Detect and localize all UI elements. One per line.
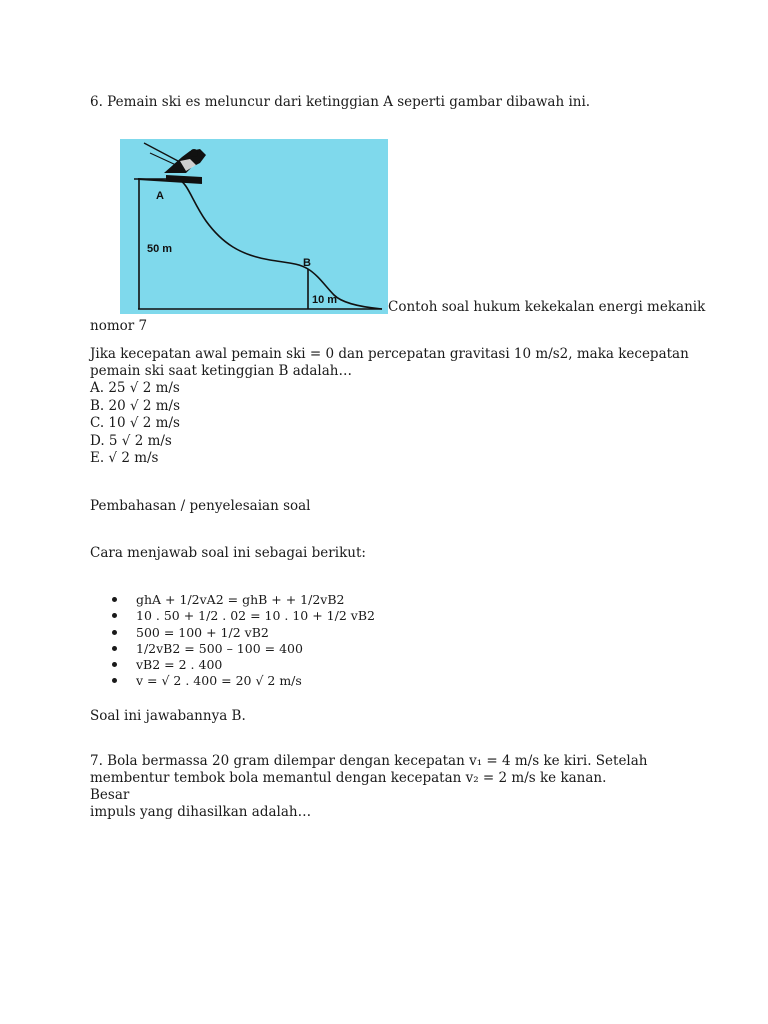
- solution-step: 1/2vB2 = 500 – 100 = 400: [108, 640, 375, 656]
- skier-icon: [138, 143, 206, 183]
- option-a: A. 25 √ 2 m/s: [90, 380, 180, 396]
- discussion-heading: Pembahasan / penyelesaian soal: [90, 498, 311, 514]
- answer-options: [90, 380, 690, 468]
- question-7-line-1: 7. Bola bermassa 20 gram dilempar dengan kecepatan v₁ = 4 m/s ke kiri. Setelah: [90, 753, 648, 769]
- option-d: D. 5 √ 2 m/s: [90, 432, 172, 449]
- question-7-text: [90, 753, 650, 821]
- label-height-a: 50 m: [147, 243, 173, 255]
- option-c: C. 10 √ 2 m/s: [90, 415, 180, 431]
- option-e: E. √ 2 m/s: [90, 450, 159, 466]
- label-height-b: 10 m: [312, 294, 338, 306]
- label-a: A: [156, 190, 164, 202]
- solution-step: 10 . 50 + 1/2 . 02 = 10 . 10 + 1/2 vB2: [108, 607, 375, 623]
- option-b: B. 20 √ 2 m/s: [90, 397, 181, 414]
- solution-step: ghA + 1/2vA2 = ghB + + 1/2vB2: [108, 591, 375, 607]
- solution-steps: [108, 591, 375, 689]
- question-7-line-2: membentur tembok bola memantul dengan kecepatan v₂ = 2 m/s ke kanan. Besar: [90, 770, 607, 803]
- ski-slope-diagram: [120, 139, 388, 314]
- answer-statement: Soal ini jawabannya B.: [90, 708, 246, 724]
- figure-caption-line2: nomor 7: [90, 318, 148, 334]
- slope-curve: [178, 179, 382, 309]
- solution-step: vB2 = 2 . 400: [108, 656, 375, 672]
- solution-step: v = √ 2 . 400 = 20 √ 2 m/s: [108, 672, 375, 688]
- figure-caption-line1: Contoh soal hukum kekekalan energi mekanik: [388, 299, 706, 315]
- question-7-line-3: impuls yang dihasilkan adalah…: [90, 804, 312, 820]
- solution-step: 500 = 100 + 1/2 vB2: [108, 624, 375, 640]
- question-line-2: pemain ski saat ketinggian B adalah…: [90, 363, 352, 379]
- method-heading: Cara menjawab soal ini sebagai berikut:: [90, 545, 366, 561]
- question-line-1: Jika kecepatan awal pemain ski = 0 dan percepatan gravitasi 10 m/s2, maka kecepatan: [90, 346, 689, 362]
- question-6-text: [90, 346, 690, 468]
- ski-slope-figure: [120, 139, 388, 314]
- question-6-title: 6. Pemain ski es meluncur dari ketinggian A seperti gambar dibawah ini.: [90, 94, 591, 110]
- label-b: B: [303, 257, 311, 269]
